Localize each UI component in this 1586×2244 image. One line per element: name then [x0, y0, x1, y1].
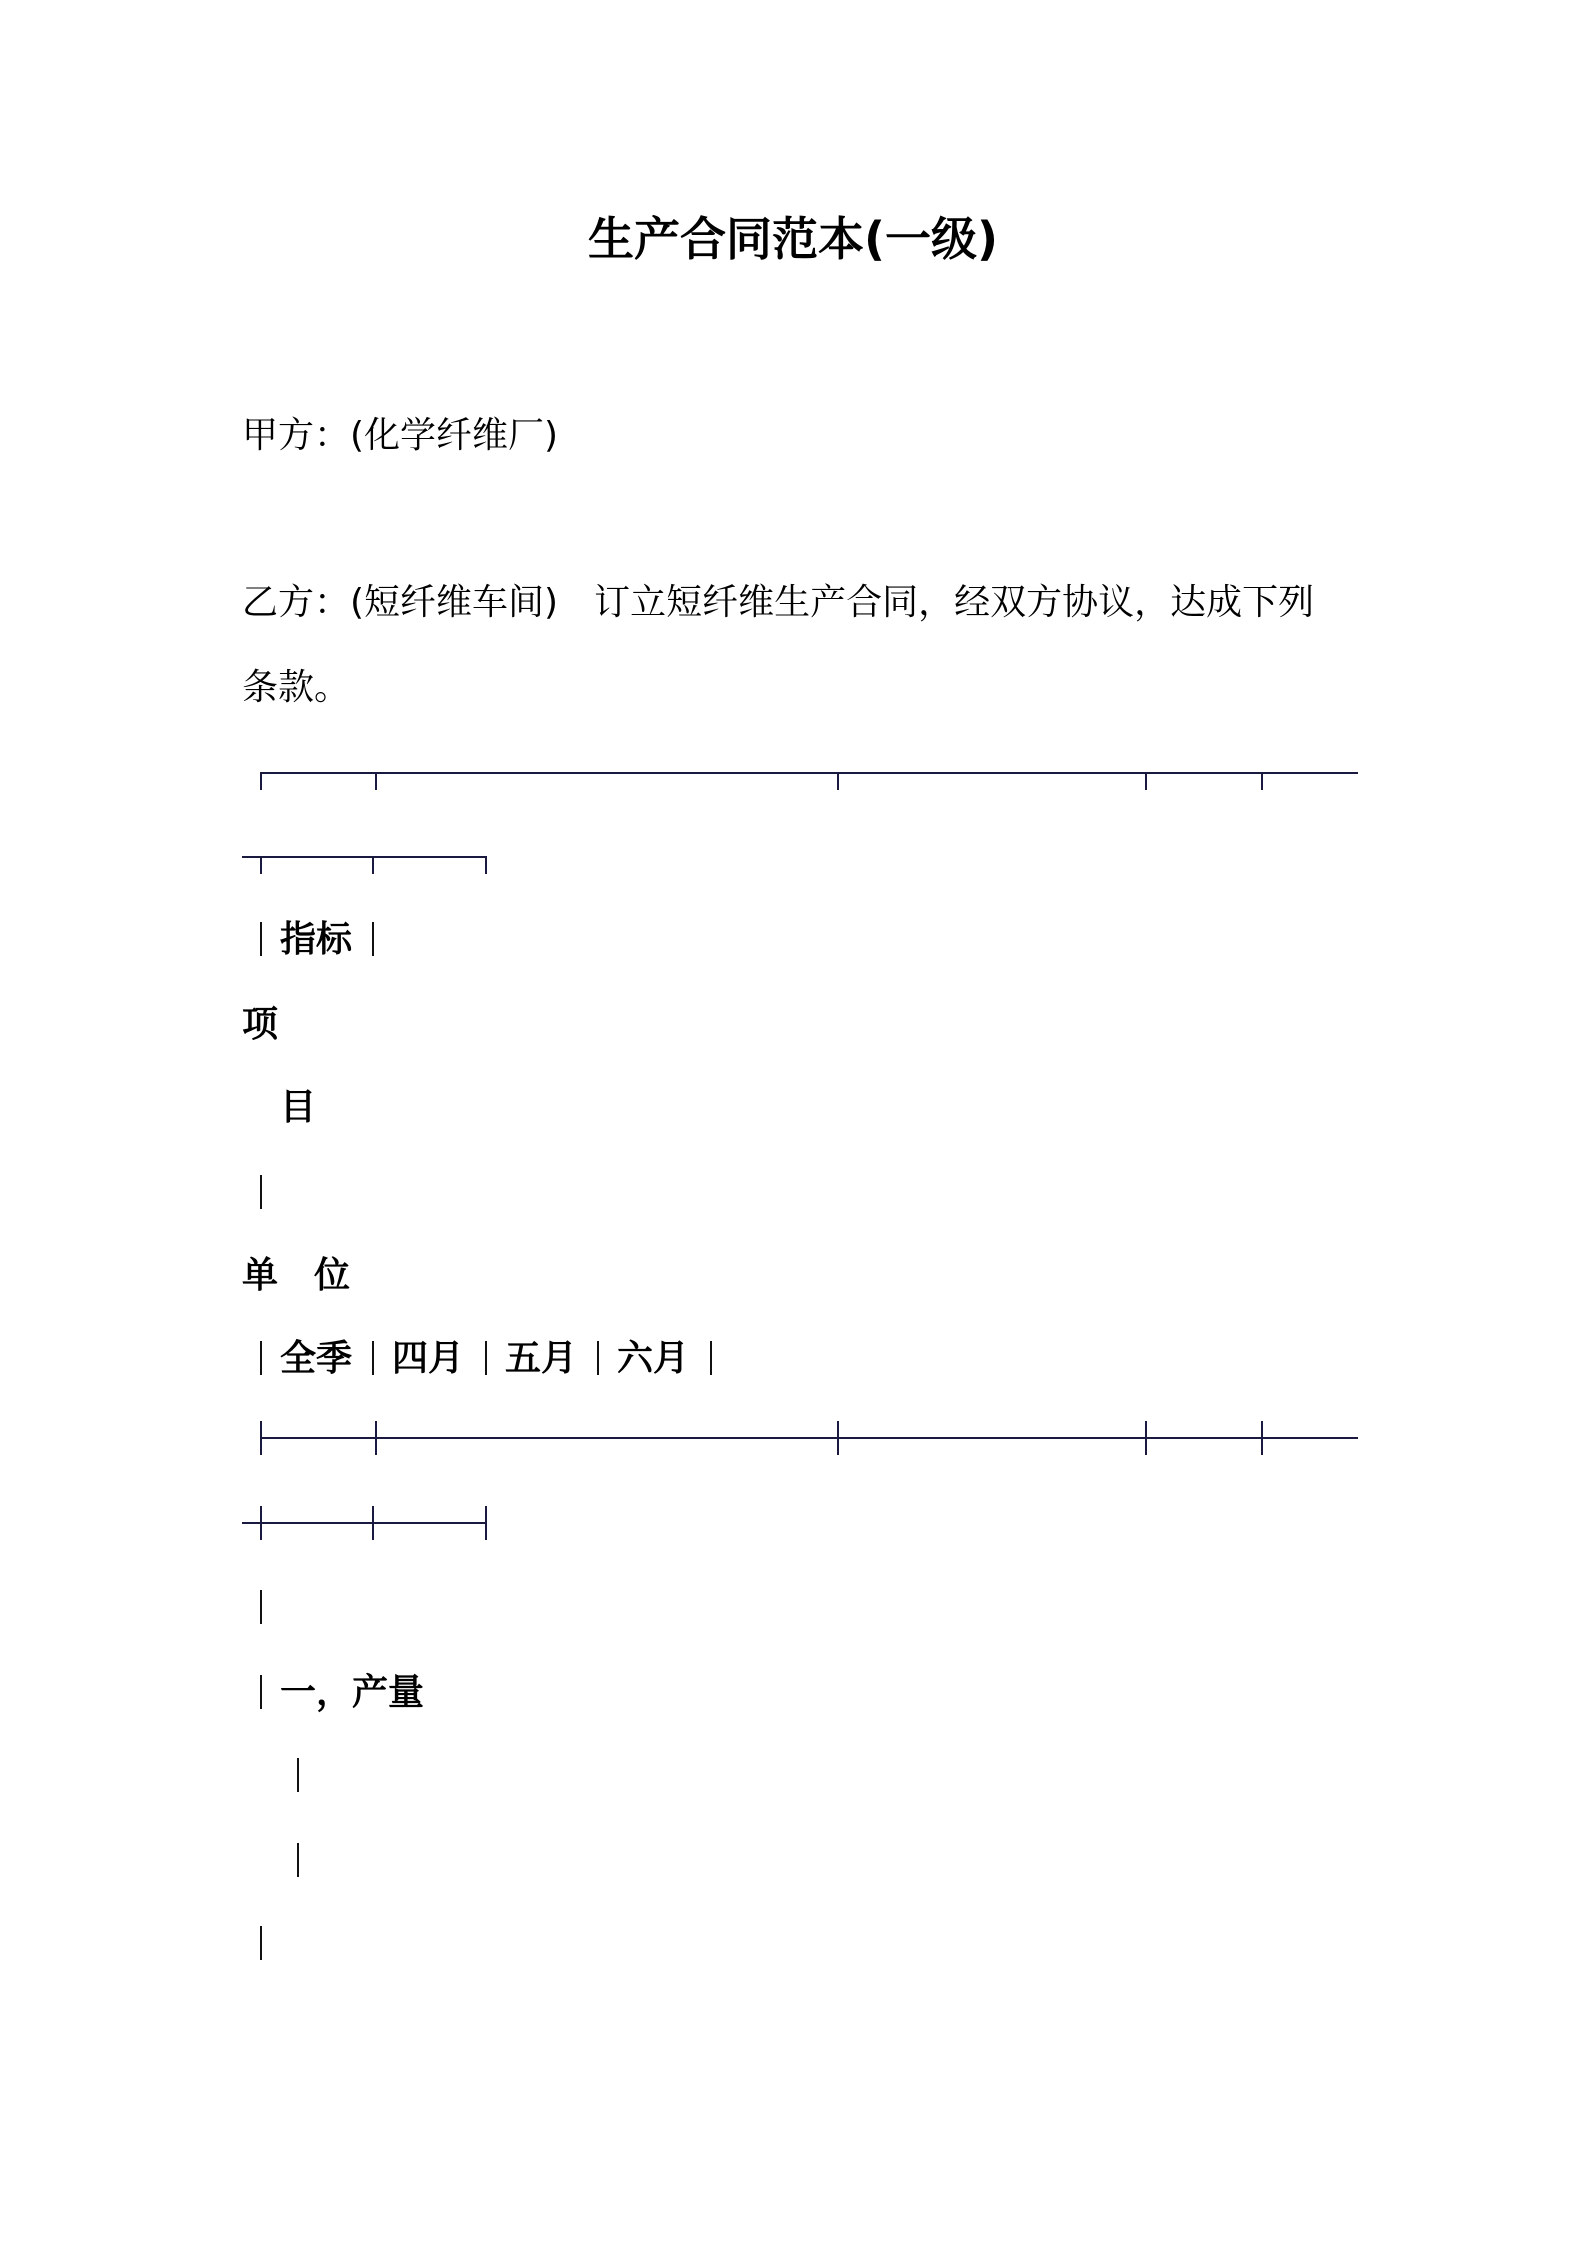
table-cell-border: [260, 1175, 262, 1209]
table-row-separator: [260, 1437, 1358, 1439]
table-border-tick: [372, 856, 374, 874]
table-header-period: 全季: [280, 1338, 353, 1379]
table-border-tick: [260, 1421, 262, 1455]
table-border-tick: [260, 1506, 262, 1540]
table-cell-border: [260, 1675, 262, 1709]
table-border-tick: [260, 772, 262, 790]
table-cell-border: [372, 1341, 374, 1375]
table-border-tick: [1261, 772, 1263, 790]
table-row-separator-wrap: [242, 1522, 487, 1524]
table-header-item: 项: [242, 1004, 279, 1045]
table-cell-border: [260, 1341, 262, 1375]
table-border-tick: [1145, 1421, 1147, 1455]
table-border-tick: [375, 772, 377, 790]
table-cell-border: [597, 1341, 599, 1375]
table-row-label: 一，产量: [280, 1672, 425, 1713]
party-a-line: 甲方：(化学纤维厂): [242, 415, 559, 456]
table-header-indicator: 指标: [280, 919, 353, 960]
table-header-unit: 单 位: [242, 1255, 351, 1296]
table-border-tick: [837, 1421, 839, 1455]
table-cell-border: [260, 922, 262, 956]
table-cell-border: [260, 1926, 262, 1960]
table-top-border: [260, 772, 1358, 774]
table-header-period: 五月: [505, 1338, 578, 1379]
table-cell-border: [297, 1758, 299, 1792]
document-title: 生产合同范本(一级): [587, 212, 999, 266]
table-header-period: 四月: [392, 1338, 465, 1379]
party-b-line: 乙方：(短纤维车间) 订立短纤维生产合同，经双方协议，达成下列: [242, 582, 1315, 623]
table-cell-border: [260, 1590, 262, 1624]
table-cell-border: [485, 1341, 487, 1375]
table-cell-border: [372, 922, 374, 956]
party-b-line-continued: 条款。: [242, 667, 351, 708]
table-border-tick: [485, 856, 487, 874]
table-header-item-cont: 目: [280, 1087, 317, 1128]
table-cell-border: [710, 1341, 712, 1375]
table-border-tick: [372, 1506, 374, 1540]
table-border-tick: [1145, 772, 1147, 790]
table-cell-border: [297, 1843, 299, 1877]
table-border-tick: [260, 856, 262, 874]
table-header-period: 六月: [617, 1338, 690, 1379]
table-border-tick: [375, 1421, 377, 1455]
table-border-tick: [837, 772, 839, 790]
table-top-border-wrap: [242, 856, 487, 858]
table-border-tick: [485, 1506, 487, 1540]
table-border-tick: [1261, 1421, 1263, 1455]
